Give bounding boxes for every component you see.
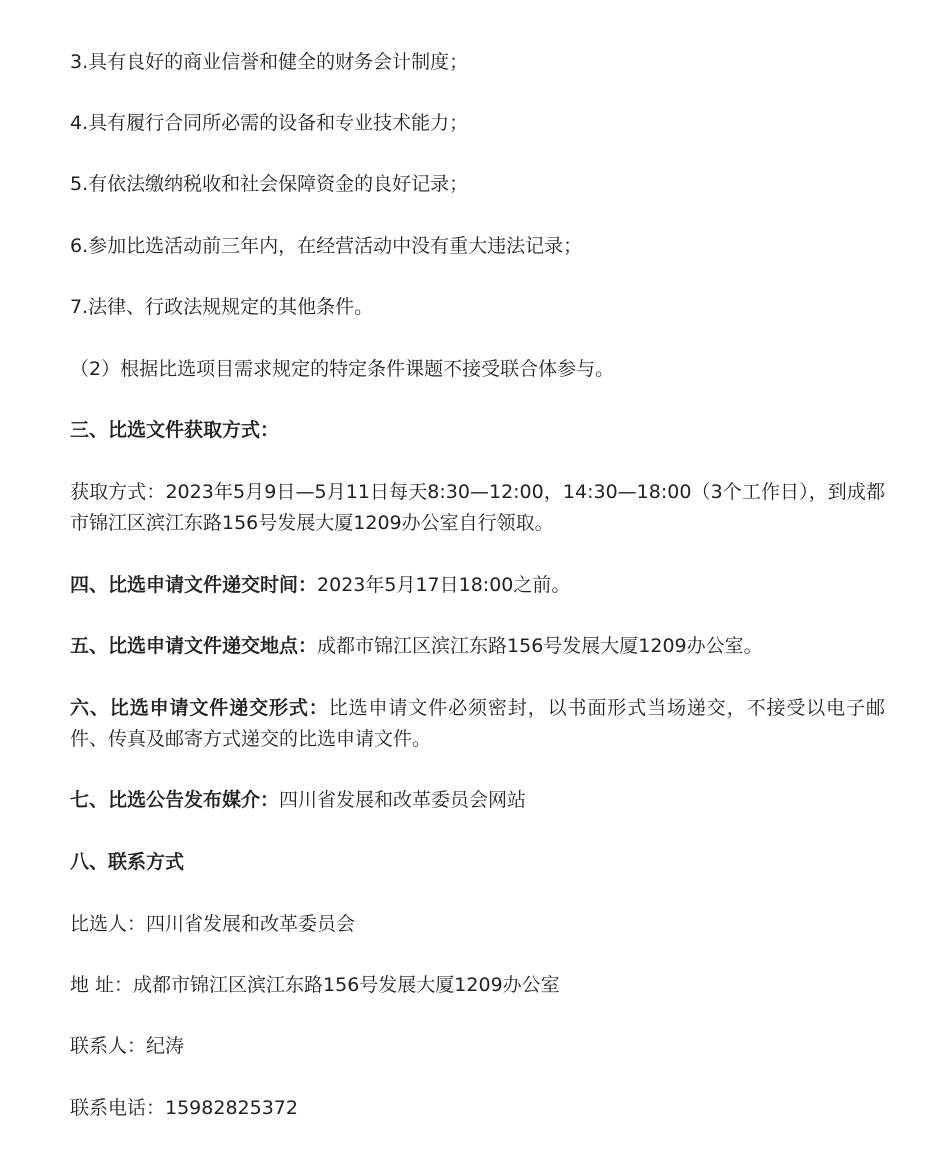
section-4	[70, 570, 885, 601]
section-5-heading: 五、比选申请文件递交地点：	[70, 635, 318, 657]
section-7-text: 四川省发展和改革委员会网站	[279, 789, 527, 811]
section-4-heading: 四、比选申请文件递交时间：	[70, 574, 318, 596]
contact-person: 联系人：纪涛	[70, 1035, 185, 1057]
contact-phone: 联系电话：15982825372	[70, 1097, 298, 1119]
special-condition: （2）根据比选项目需求规定的特定条件课题不接受联合体参与。	[70, 358, 615, 380]
contact-address: 地 址：成都市锦江区滨江东路156号发展大厦1209办公室	[70, 974, 560, 996]
section-7	[70, 785, 885, 816]
section-6	[70, 693, 885, 757]
requirement-4: 4.具有履行合同所必需的设备和专业技术能力；	[70, 112, 469, 134]
section-6-text: 比选申请文件必须密封，以书面形式当场递交，不接受以电子邮件、传真及邮寄方式递交的比选申请文件。	[70, 697, 885, 750]
section-4-text: 2023年5月17日18:00之前。	[317, 574, 571, 596]
section-5	[70, 631, 885, 662]
acquisition-paragraph: 获取方式：2023年5月9日—5月11日每天8:30—12:00，14:30—18:00（3个工作日），到成都市锦江区滨江东路156号发展大厦1209办公室自行领取。	[70, 481, 885, 534]
requirement-7: 7.法律、行政法规规定的其他条件。	[70, 296, 374, 318]
requirement-5: 5.有依法缴纳税收和社会保障资金的良好记录；	[70, 173, 469, 195]
section-8-heading: 八、联系方式	[70, 851, 185, 873]
section-6-heading: 六、比选申请文件递交形式：	[70, 697, 329, 719]
requirement-3: 3.具有良好的商业信誉和健全的财务会计制度；	[70, 51, 469, 73]
section-7-heading: 七、比选公告发布媒介：	[70, 789, 280, 811]
section-5-text: 成都市锦江区滨江东路156号发展大厦1209办公室。	[317, 635, 763, 657]
contact-selector: 比选人：四川省发展和改革委员会	[70, 913, 356, 935]
section-3-heading: 三、比选文件获取方式：	[70, 419, 280, 441]
requirement-6: 6.参加比选活动前三年内，在经营活动中没有重大违法记录；	[70, 235, 583, 257]
